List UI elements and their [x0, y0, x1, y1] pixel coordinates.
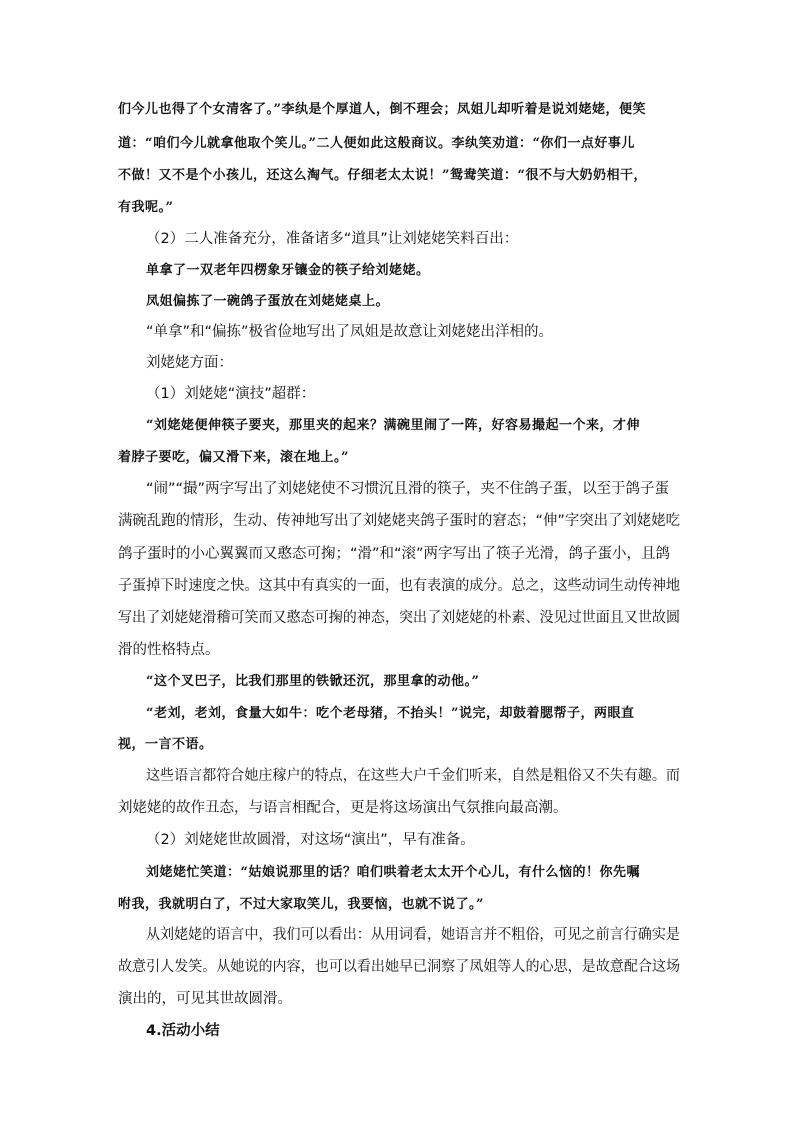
section-heading: 4.活动小结 [146, 1023, 220, 1039]
section-heading: 刘姥姥方面： [146, 355, 233, 371]
text-line: 刘姥姥的故作丑态，与语言相配合，更是将这场演出气氛推向最高潮。 [118, 800, 568, 816]
text-line: 咐我，我就明白了，不过大家取笑儿，我要恼，也就不说了。” [118, 897, 484, 912]
text-line: “单拿”和“偏拣”极省俭地写出了凤姐是故意让刘姥姥出洋相的。 [146, 324, 554, 340]
text-line: 刘姥姥忙笑道：“姑娘说那里的话？咱们哄着老太太开个心儿，有什么恼的！你先嘱 [146, 865, 640, 880]
text-line: 道：“咱们今儿就拿他取个笑儿。”二人便如此这般商议。李纨笑劝道：“你们一点好事儿 [118, 136, 635, 151]
text-line: （2）刘姥姥世故圆滑，对这场“演出”，早有准备。 [146, 832, 475, 848]
text-line: “老刘，老刘，食量大如牛：吃个老母猪，不抬头！”说完，却鼓着腮帮子，两眼直 [146, 706, 635, 721]
text-line: 着脖子要吃，偏又滑下来，滚在地上。” [118, 450, 349, 465]
text-line: 不做！又不是个小孩儿，还这么淘气。仔细老太太说！”鸳鸯笑道：“很不与大奶奶相干， [118, 168, 647, 183]
text-line: 从刘姥姥的语言中，我们可以看出：从用词看，她语言并不粗俗，可见之前言行确实是 [146, 927, 680, 943]
text-line: 们今儿也得了个女清客了。”李纨是个厚道人，倒不理会；凤姐儿却听着是说刘姥姥，便笑 [118, 102, 646, 117]
text-line: 有我呢。” [118, 200, 174, 215]
text-line: 视，一言不语。 [118, 737, 213, 752]
text-line: “这个叉巴子，比我们那里的铁锨还沉，那里拿的动他。” [146, 674, 480, 689]
text-line: 写出了刘姥姥滑稽可笑而又憨态可掬的神态，突出了刘姥姥的朴素、没见过世面且又世故圆 [118, 610, 681, 626]
text-line: 滑的性格特点。 [118, 642, 220, 658]
text-line: “刘姥姥便伸筷子要夹，那里夹的起来？满碗里闹了一阵，好容易撮起一个来，才伸 [146, 418, 640, 433]
text-line: 满碗乱跑的情形，生动、传神地写出了刘姥姥夹鸽子蛋时的窘态；“伸”字突出了刘姥姥吃 [118, 513, 681, 529]
text-line: 演出的，可见其世故圆滑。 [118, 991, 292, 1007]
text-line: 鸽子蛋时的小心翼翼而又憨态可掬；“滑”和“滚”两字写出了筷子光滑，鸽子蛋小，且鸽 [118, 546, 671, 562]
text-line: 子蛋掉下时速度之快。这其中有真实的一面，也有表演的成分。总之，这些动词生动传神地 [118, 578, 681, 594]
text-line: “闹”“撮”两字写出了刘姥姥使不习惯沉且滑的筷子，夹不住鸽子蛋，以至于鸽子蛋 [146, 481, 670, 497]
text-line: （1）刘姥姥“演技”超群： [146, 386, 316, 402]
text-line: 凤姐偏拣了一碗鸽子蛋放在刘姥姥桌上。 [146, 294, 390, 309]
text-line: 这些语言都符合她庄稼户的特点，在这些大户千金们听来，自然是粗俗又不失有趣。而 [146, 768, 680, 784]
text-line: （2）二人准备充分，准备诸多“道具”让刘姥姥笑料百出： [146, 231, 519, 247]
text-line: 故意引人发笑。从她说的内容，也可以看出她早已洞察了凤姐等人的心思，是故意配合这场 [118, 959, 681, 975]
text-line: 单拿了一双老年四楞象牙镶金的筷子给刘姥姥。 [146, 263, 430, 278]
